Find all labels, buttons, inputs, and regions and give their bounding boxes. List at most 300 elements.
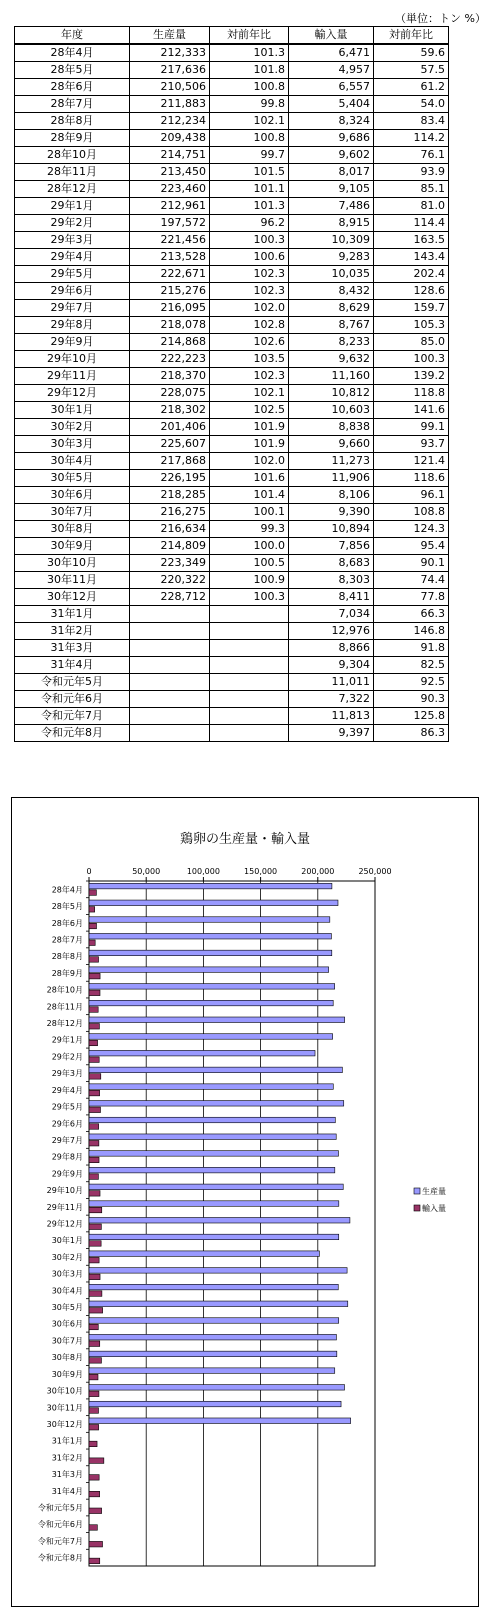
y-tick-label: 31年3月 — [51, 1470, 83, 1480]
cell-import: 9,397 — [289, 725, 374, 742]
cell-import-ratio: 82.5 — [374, 657, 449, 674]
y-tick-label: 29年4月 — [51, 1085, 83, 1095]
cell-month: 29年3月 — [15, 232, 130, 249]
cell-import: 8,303 — [289, 572, 374, 589]
cell-production-ratio — [210, 606, 289, 623]
header-production-ratio: 対前年比 — [210, 27, 289, 45]
cell-production-ratio: 101.8 — [210, 62, 289, 79]
cell-import-ratio: 139.2 — [374, 368, 449, 385]
cell-import-ratio: 121.4 — [374, 453, 449, 470]
cell-month: 29年8月 — [15, 317, 130, 334]
bar-import — [89, 890, 96, 896]
table-row — [15, 232, 449, 249]
cell-import-ratio: 92.5 — [374, 674, 449, 691]
bar-production — [89, 1318, 339, 1324]
cell-month: 29年10月 — [15, 351, 130, 368]
cell-import: 10,894 — [289, 521, 374, 538]
table-row — [15, 181, 449, 198]
cell-production-ratio: 102.0 — [210, 300, 289, 317]
table-row — [15, 198, 449, 215]
data-table — [14, 26, 449, 742]
cell-production: 213,528 — [130, 249, 210, 266]
y-tick-label: 30年9月 — [51, 1369, 83, 1379]
cell-month: 31年1月 — [15, 606, 130, 623]
cell-production-ratio: 100.1 — [210, 504, 289, 521]
cell-import: 8,106 — [289, 487, 374, 504]
table-row — [15, 623, 449, 640]
table-row — [15, 96, 449, 113]
table-row — [15, 130, 449, 147]
cell-production-ratio: 102.1 — [210, 385, 289, 402]
cell-import-ratio: 141.6 — [374, 402, 449, 419]
bar-production — [89, 1201, 339, 1207]
cell-import: 9,304 — [289, 657, 374, 674]
bar-import — [89, 1391, 99, 1397]
bar-import — [89, 1174, 98, 1180]
cell-production — [130, 623, 210, 640]
cell-import: 10,812 — [289, 385, 374, 402]
bar-import — [89, 1224, 101, 1230]
bar-import — [89, 1140, 99, 1146]
cell-production: 218,285 — [130, 487, 210, 504]
table-row — [15, 249, 449, 266]
cell-production-ratio: 100.3 — [210, 589, 289, 606]
cell-import: 12,976 — [289, 623, 374, 640]
bar-import — [89, 1475, 99, 1481]
table-row — [15, 470, 449, 487]
y-tick-label: 29年5月 — [51, 1102, 83, 1112]
cell-month: 30年4月 — [15, 453, 130, 470]
cell-production-ratio: 100.5 — [210, 555, 289, 572]
cell-production: 201,406 — [130, 419, 210, 436]
bar-production — [89, 1401, 341, 1407]
cell-import-ratio: 66.3 — [374, 606, 449, 623]
table-row — [15, 300, 449, 317]
bar-import — [89, 907, 95, 913]
cell-import-ratio: 143.4 — [374, 249, 449, 266]
bar-production — [89, 1234, 339, 1240]
y-tick-label: 30年11月 — [46, 1403, 83, 1413]
table-row — [15, 385, 449, 402]
cell-month: 29年5月 — [15, 266, 130, 283]
bar-production — [89, 1067, 342, 1073]
cell-import-ratio: 74.4 — [374, 572, 449, 589]
cell-production: 197,572 — [130, 215, 210, 232]
cell-production: 214,809 — [130, 538, 210, 555]
cell-production: 220,322 — [130, 572, 210, 589]
cell-import: 8,411 — [289, 589, 374, 606]
table-row — [15, 147, 449, 164]
table-row — [15, 487, 449, 504]
y-tick-label: 30年6月 — [51, 1319, 83, 1329]
cell-import-ratio: 57.5 — [374, 62, 449, 79]
cell-import-ratio: 128.6 — [374, 283, 449, 300]
bar-import — [89, 1257, 99, 1263]
cell-month: 30年12月 — [15, 589, 130, 606]
cell-production-ratio: 101.9 — [210, 419, 289, 436]
cell-import-ratio: 86.3 — [374, 725, 449, 742]
y-tick-label: 30年7月 — [51, 1336, 83, 1346]
bar-production — [89, 1334, 336, 1340]
bar-import — [89, 1341, 100, 1347]
cell-month: 30年1月 — [15, 402, 130, 419]
x-tick-label: 200,000 — [301, 867, 335, 876]
x-tick-label: 50,000 — [132, 867, 161, 876]
chart-area — [11, 797, 479, 1607]
y-tick-label: 29年10月 — [46, 1186, 83, 1196]
bar-production — [89, 1284, 338, 1290]
y-tick-label: 28年6月 — [51, 918, 83, 928]
legend-label: 輸入量 — [422, 1204, 446, 1213]
table-row — [15, 402, 449, 419]
cell-production: 228,712 — [130, 589, 210, 606]
table-row — [15, 555, 449, 572]
bar-import — [89, 1191, 100, 1197]
cell-import-ratio: 125.8 — [374, 708, 449, 725]
cell-import-ratio: 95.4 — [374, 538, 449, 555]
bar-import — [89, 957, 99, 963]
cell-month: 28年4月 — [15, 44, 130, 62]
bar-production — [89, 1101, 344, 1107]
cell-import-ratio: 54.0 — [374, 96, 449, 113]
cell-production: 209,438 — [130, 130, 210, 147]
cell-month: 30年8月 — [15, 521, 130, 538]
header-import-ratio: 対前年比 — [374, 27, 449, 45]
cell-import-ratio: 124.3 — [374, 521, 449, 538]
bar-import — [89, 1458, 104, 1464]
bar-import — [89, 1308, 103, 1314]
bar-production — [89, 1368, 335, 1374]
y-tick-label: 29年3月 — [51, 1069, 83, 1079]
table-row — [15, 504, 449, 521]
bar-production — [89, 1301, 348, 1307]
cell-import-ratio: 105.3 — [374, 317, 449, 334]
cell-import-ratio: 85.1 — [374, 181, 449, 198]
y-tick-label: 30年4月 — [51, 1286, 83, 1296]
bar-production — [89, 1184, 343, 1190]
cell-import-ratio: 202.4 — [374, 266, 449, 283]
cell-import: 8,629 — [289, 300, 374, 317]
cell-import-ratio: 76.1 — [374, 147, 449, 164]
table-row — [15, 708, 449, 725]
bar-production — [89, 1218, 350, 1224]
table-row — [15, 266, 449, 283]
bar-import — [89, 1441, 97, 1447]
y-tick-label: 28年11月 — [46, 1002, 83, 1012]
cell-import: 11,906 — [289, 470, 374, 487]
cell-month: 30年2月 — [15, 419, 130, 436]
cell-import: 10,035 — [289, 266, 374, 283]
cell-import: 9,602 — [289, 147, 374, 164]
cell-import-ratio: 159.7 — [374, 300, 449, 317]
cell-production: 218,302 — [130, 402, 210, 419]
bar-import — [89, 1424, 99, 1430]
cell-production-ratio: 99.3 — [210, 521, 289, 538]
cell-production: 226,195 — [130, 470, 210, 487]
cell-production: 221,456 — [130, 232, 210, 249]
y-tick-label: 30年3月 — [51, 1269, 83, 1279]
table-row — [15, 368, 449, 385]
cell-production-ratio: 101.4 — [210, 487, 289, 504]
bar-import — [89, 1291, 102, 1297]
y-tick-label: 31年4月 — [51, 1486, 83, 1496]
bar-import — [89, 1274, 100, 1280]
x-tick-label: 100,000 — [186, 867, 220, 876]
y-tick-label: 30年10月 — [46, 1386, 83, 1396]
y-tick-label: 29年7月 — [51, 1135, 83, 1145]
cell-production: 215,276 — [130, 283, 210, 300]
cell-production-ratio: 101.1 — [210, 181, 289, 198]
cell-production: 223,460 — [130, 181, 210, 198]
cell-import: 9,105 — [289, 181, 374, 198]
cell-production — [130, 691, 210, 708]
bar-production — [89, 883, 332, 889]
cell-production: 216,634 — [130, 521, 210, 538]
bar-production — [89, 1385, 345, 1391]
x-tick-label: 0 — [86, 867, 92, 876]
cell-import: 5,404 — [289, 96, 374, 113]
unit-label: （単位：トン %） — [395, 12, 486, 25]
cell-month: 29年1月 — [15, 198, 130, 215]
bar-import — [89, 1408, 98, 1414]
cell-production: 217,868 — [130, 453, 210, 470]
cell-production-ratio — [210, 657, 289, 674]
cell-month: 28年8月 — [15, 113, 130, 130]
cell-production-ratio — [210, 708, 289, 725]
cell-import-ratio: 91.8 — [374, 640, 449, 657]
cell-production: 212,333 — [130, 44, 210, 62]
table-row — [15, 436, 449, 453]
bar-import — [89, 1057, 99, 1063]
cell-import-ratio: 114.4 — [374, 215, 449, 232]
cell-production-ratio: 99.7 — [210, 147, 289, 164]
cell-production-ratio — [210, 691, 289, 708]
cell-month: 28年7月 — [15, 96, 130, 113]
header-import: 輸入量 — [289, 27, 374, 45]
legend-label: 生産量 — [422, 1187, 446, 1196]
bar-production — [89, 1167, 335, 1173]
table-row — [15, 164, 449, 181]
y-tick-label: 29年12月 — [46, 1219, 83, 1229]
cell-import-ratio: 163.5 — [374, 232, 449, 249]
y-tick-label: 31年1月 — [51, 1436, 83, 1446]
cell-production: 212,961 — [130, 198, 210, 215]
cell-import-ratio: 118.8 — [374, 385, 449, 402]
bar-import — [89, 1374, 98, 1380]
table-row — [15, 334, 449, 351]
table-row — [15, 674, 449, 691]
cell-import: 9,632 — [289, 351, 374, 368]
bar-import — [89, 1324, 98, 1330]
cell-import: 11,273 — [289, 453, 374, 470]
table-row — [15, 521, 449, 538]
cell-month: 令和元年8月 — [15, 725, 130, 742]
cell-production-ratio: 101.9 — [210, 436, 289, 453]
y-tick-label: 29年11月 — [46, 1202, 83, 1212]
cell-import: 8,866 — [289, 640, 374, 657]
bar-production — [89, 1134, 336, 1140]
cell-import-ratio: 61.2 — [374, 79, 449, 96]
cell-month: 29年7月 — [15, 300, 130, 317]
cell-import-ratio: 90.1 — [374, 555, 449, 572]
cell-production-ratio: 100.8 — [210, 130, 289, 147]
cell-import-ratio: 59.6 — [374, 44, 449, 62]
bar-production — [89, 1000, 333, 1006]
cell-import-ratio: 108.8 — [374, 504, 449, 521]
bar-production — [89, 900, 338, 906]
bar-import — [89, 1090, 100, 1096]
cell-month: 30年10月 — [15, 555, 130, 572]
cell-import: 4,957 — [289, 62, 374, 79]
cell-month: 30年7月 — [15, 504, 130, 521]
bar-import — [89, 1358, 101, 1364]
cell-import-ratio: 83.4 — [374, 113, 449, 130]
bar-import — [89, 1107, 100, 1113]
y-tick-label: 令和元年8月 — [37, 1553, 83, 1563]
cell-production: 222,671 — [130, 266, 210, 283]
cell-month: 30年5月 — [15, 470, 130, 487]
cell-import: 9,283 — [289, 249, 374, 266]
cell-month: 令和元年6月 — [15, 691, 130, 708]
cell-production-ratio: 101.3 — [210, 198, 289, 215]
cell-production — [130, 708, 210, 725]
cell-production: 216,095 — [130, 300, 210, 317]
y-tick-label: 28年12月 — [46, 1019, 83, 1029]
header-year: 年度 — [15, 27, 130, 45]
cell-production — [130, 606, 210, 623]
cell-import: 11,160 — [289, 368, 374, 385]
cell-import: 10,309 — [289, 232, 374, 249]
bar-import — [89, 923, 97, 929]
cell-production-ratio: 102.5 — [210, 402, 289, 419]
table-row — [15, 538, 449, 555]
cell-production-ratio: 102.3 — [210, 368, 289, 385]
cell-production-ratio: 100.8 — [210, 79, 289, 96]
cell-production-ratio — [210, 623, 289, 640]
cell-import-ratio: 146.8 — [374, 623, 449, 640]
cell-import: 7,034 — [289, 606, 374, 623]
cell-production-ratio: 99.8 — [210, 96, 289, 113]
legend-swatch — [414, 1205, 420, 1211]
bar-chart — [12, 798, 480, 1608]
cell-import: 6,471 — [289, 44, 374, 62]
table-row — [15, 657, 449, 674]
legend-swatch — [414, 1188, 420, 1194]
table-row — [15, 79, 449, 96]
cell-month: 30年6月 — [15, 487, 130, 504]
table-row — [15, 572, 449, 589]
cell-month: 31年4月 — [15, 657, 130, 674]
cell-month: 29年4月 — [15, 249, 130, 266]
cell-import: 8,838 — [289, 419, 374, 436]
cell-import: 6,557 — [289, 79, 374, 96]
y-tick-label: 28年10月 — [46, 985, 83, 995]
table-row — [15, 215, 449, 232]
bar-import — [89, 990, 100, 996]
cell-month: 29年12月 — [15, 385, 130, 402]
cell-import: 10,603 — [289, 402, 374, 419]
bar-import — [89, 973, 100, 979]
table-row — [15, 725, 449, 742]
table-row — [15, 351, 449, 368]
bar-production — [89, 967, 329, 973]
table-row — [15, 419, 449, 436]
cell-import: 8,915 — [289, 215, 374, 232]
cell-production: 218,370 — [130, 368, 210, 385]
cell-month: 28年11月 — [15, 164, 130, 181]
bar-import — [89, 1241, 101, 1247]
cell-month: 30年11月 — [15, 572, 130, 589]
bar-import — [89, 1074, 101, 1080]
cell-import: 9,686 — [289, 130, 374, 147]
cell-production-ratio: 102.3 — [210, 266, 289, 283]
bar-import — [89, 1541, 103, 1547]
y-tick-label: 29年2月 — [51, 1052, 83, 1062]
cell-import-ratio: 99.1 — [374, 419, 449, 436]
cell-import: 8,683 — [289, 555, 374, 572]
bar-production — [89, 1151, 338, 1157]
cell-import-ratio: 85.0 — [374, 334, 449, 351]
cell-import: 7,856 — [289, 538, 374, 555]
bar-production — [89, 917, 330, 923]
y-tick-label: 28年5月 — [51, 902, 83, 912]
y-tick-label: 30年5月 — [51, 1303, 83, 1313]
bar-production — [89, 1117, 335, 1123]
bar-import — [89, 1124, 99, 1130]
cell-production-ratio: 102.3 — [210, 283, 289, 300]
cell-month: 29年2月 — [15, 215, 130, 232]
cell-production — [130, 674, 210, 691]
bar-production — [89, 1418, 351, 1424]
bar-production — [89, 1268, 347, 1274]
bar-import — [89, 1491, 100, 1497]
cell-production-ratio: 100.6 — [210, 249, 289, 266]
x-tick-label: 150,000 — [244, 867, 278, 876]
y-tick-label: 令和元年7月 — [37, 1536, 83, 1546]
cell-production: 212,234 — [130, 113, 210, 130]
cell-production-ratio: 101.3 — [210, 44, 289, 62]
table-row — [15, 640, 449, 657]
cell-import: 8,432 — [289, 283, 374, 300]
cell-production-ratio: 102.0 — [210, 453, 289, 470]
table-row — [15, 283, 449, 300]
y-tick-label: 29年9月 — [51, 1169, 83, 1179]
cell-month: 28年6月 — [15, 79, 130, 96]
cell-production: 222,223 — [130, 351, 210, 368]
cell-production-ratio: 101.6 — [210, 470, 289, 487]
y-tick-label: 29年1月 — [51, 1035, 83, 1045]
table-body — [15, 44, 449, 742]
header-production: 生産量 — [130, 27, 210, 45]
table-row — [15, 317, 449, 334]
cell-import-ratio: 90.3 — [374, 691, 449, 708]
y-tick-label: 31年2月 — [51, 1453, 83, 1463]
cell-import-ratio: 100.3 — [374, 351, 449, 368]
table-header-row — [15, 27, 449, 45]
cell-production-ratio: 100.9 — [210, 572, 289, 589]
cell-production-ratio: 100.0 — [210, 538, 289, 555]
y-tick-label: 28年4月 — [51, 885, 83, 895]
cell-month: 29年9月 — [15, 334, 130, 351]
cell-import-ratio: 93.9 — [374, 164, 449, 181]
cell-month: 29年6月 — [15, 283, 130, 300]
cell-month: 28年9月 — [15, 130, 130, 147]
cell-import: 8,324 — [289, 113, 374, 130]
table-row — [15, 62, 449, 79]
chart-title: 鶏卵の生産量・輸入量 — [179, 832, 310, 847]
cell-month: 31年2月 — [15, 623, 130, 640]
cell-month: 30年3月 — [15, 436, 130, 453]
